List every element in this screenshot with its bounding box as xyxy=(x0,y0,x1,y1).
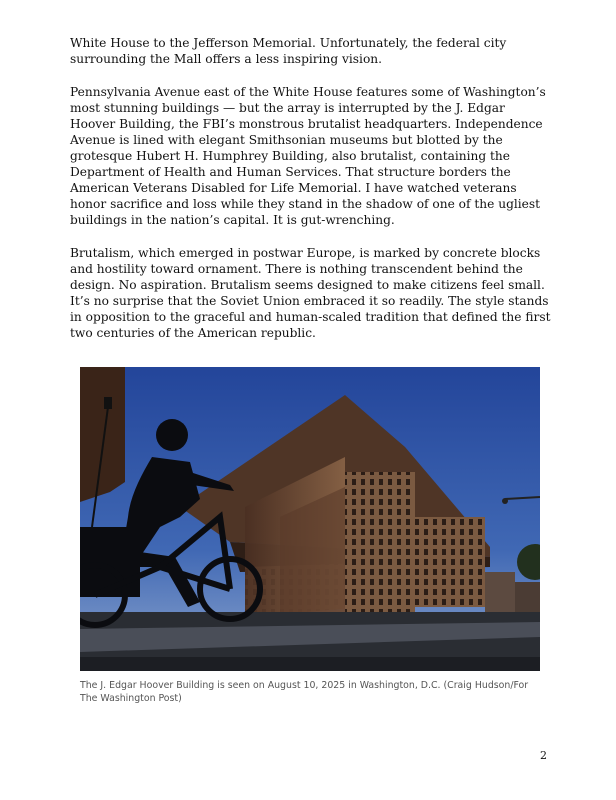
article-paragraph-1: White House to the Jefferson Memorial. Unfortunately, the federal city surrounding the Mall offers a less inspiring vision. xyxy=(70,36,507,66)
article-paragraph-2: Pennsylvania Avenue east of the White House features some of Washington’s most stunning buildings — but the array is interrupted by the J. Edgar Hoover Building, the FBI’s monstrous brutalist headquarters. Independence Avenue is lined with elegant Smithsonian museums but blotted by the grotesque Hubert H. Humphrey Building, also brutalist, containing the Department of Health and Human Services. That structure borders the American Veterans Disabled for Life Memorial. I have watched veterans honor sacrifice and loss while they stand in the shadow of one of the ugliest buildings in the nation’s capital. It is gut-wrenching. xyxy=(70,85,546,227)
distant-buildings xyxy=(485,572,515,612)
hoover-building-photo xyxy=(80,367,540,671)
page-number: 2 xyxy=(540,749,547,762)
article-paragraph-3: Brutalism, which emerged in postwar Europe, is marked by concrete blocks and hostility toward ornament. There is nothing transcendent behind the design. No aspiration. Brutalism seems designed to make citizens feel small. It’s no surprise that the Soviet Union embraced it so readily. The style stands in opposition to the graceful and human-scaled tradition that defined the first two centuries of the American republic. xyxy=(70,246,551,340)
photo-caption: The J. Edgar Hoover Building is seen on August 10, 2025 in Washington, D.C. (Craig Hudson/For The Washington Post) xyxy=(80,680,529,704)
left-building xyxy=(80,367,125,502)
